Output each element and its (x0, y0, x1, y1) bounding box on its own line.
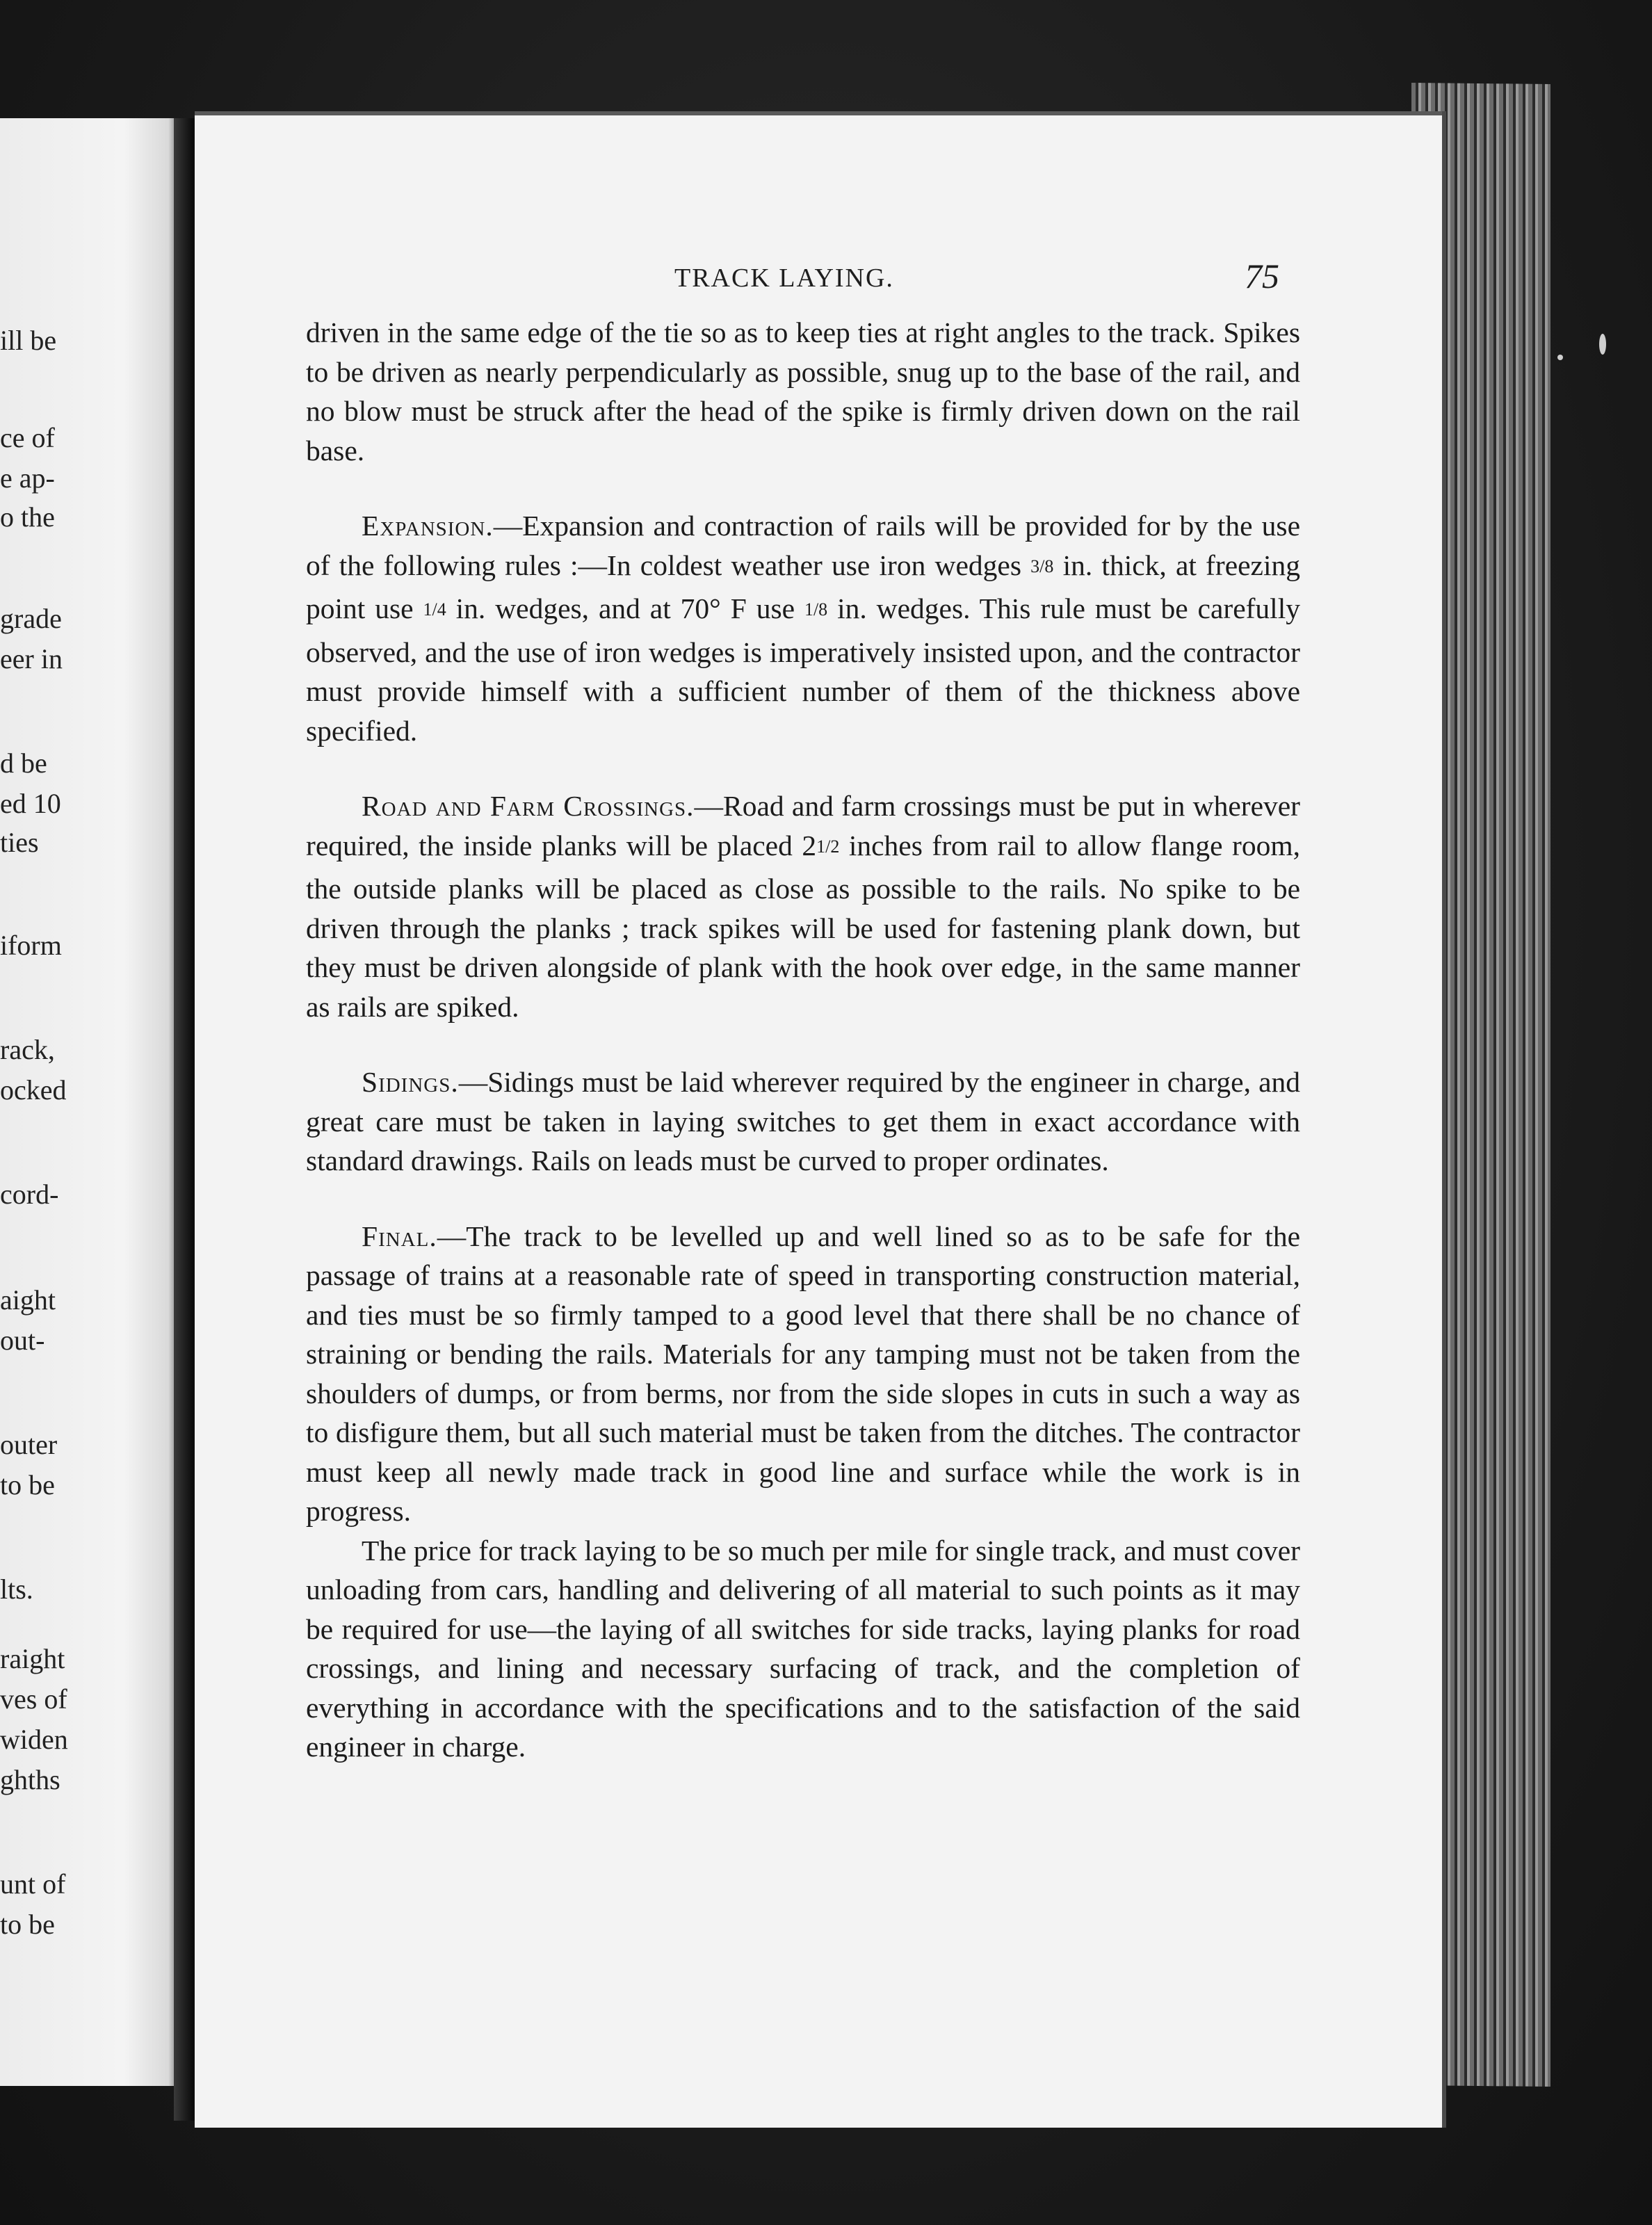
paragraph-continuation (306, 313, 1300, 470)
fraction: 3/8 (1030, 556, 1054, 576)
left-fragment: ill be (0, 325, 57, 356)
paragraph-text: —Road and farm crossings must be put in wherever required, the inside planks will be placed 2 (306, 790, 1301, 861)
section-heading: Expansion. (362, 510, 494, 542)
scan-speck (1557, 355, 1563, 360)
left-fragment: out- (0, 1325, 45, 1356)
facing-page-left (0, 118, 177, 2086)
left-fragment: iform (0, 930, 62, 961)
left-fragment: cord- (0, 1179, 59, 1210)
left-fragment: rack, (0, 1034, 55, 1065)
left-fragment: ed 10 (0, 788, 61, 819)
book-page (195, 111, 1446, 2128)
left-fragment: eer in (0, 643, 63, 674)
section-heading: Road and Farm Crossings. (362, 790, 695, 822)
paragraph-text: in. thick, at freezing point use (306, 549, 1300, 624)
left-fragment: ocked (0, 1074, 67, 1106)
paragraph-final (306, 1217, 1300, 1531)
left-fragment: grade (0, 603, 62, 634)
page-number: 75 (1245, 257, 1279, 296)
left-fragment: unt of (0, 1868, 66, 1900)
left-fragment: ties (0, 827, 39, 858)
left-fragment: widen (0, 1724, 68, 1755)
paragraph-text: The price for track laying to be so much per mile for single track, and must cover unloading from cars, handling and delivering of all material to such points as it may be required for use—the laying of all switches for side tracks, laying planks for road crossings, and lining and necessary surfacing of track, and the completion of everything in accordance with the specifications and to the satisfaction of the said engineer in charge. (306, 1534, 1300, 1763)
paragraph-sidings (306, 1062, 1300, 1181)
paragraph-expansion (306, 506, 1300, 750)
running-head (195, 257, 1446, 305)
left-fragment: o the (0, 501, 55, 533)
left-fragment: raight (0, 1643, 65, 1674)
paragraph-text: —Expansion and contraction of rails will be provided for by the use of the following rules :—In coldest weather use iron wedges (306, 510, 1300, 581)
paragraph-text: —Sidings must be laid wherever required by the engineer in charge, and great care must be taken in laying switches to get them in exact accordance with standard drawings. Rails on leads must be curved to proper ordinates. (306, 1066, 1300, 1176)
running-head-title: TRACK LAYING. (674, 264, 894, 293)
left-fragment: d be (0, 747, 47, 779)
left-fragment: to be (0, 1469, 55, 1500)
paragraph-text: inches from rail to allow flange room, the outside planks will be placed as close as possible to the rails. No spike to be driven through the planks ; track spikes will be used for fastening plank down, but they must be driven alongside of plank with the hook over edge, in the same manner as rails are spiked. (306, 829, 1300, 1023)
paragraph-text: —The track to be levelled up and well lined so as to be safe for the passage of trains at a reasonable rate of speed in transporting construction material, and ties must be so firmly tamped to a good level that there shall be no chance of straining or bending the rails. Materials for any tamping must not be taken from the shoulders of dumps, or from berms, nor from the side slopes in cuts in such a way as to disfigure them, but all such material must be taken from the ditches. The contractor must keep all newly made track in good line and surface while the work is in progress. (306, 1220, 1300, 1527)
paragraph-text: in. wedges. This rule must be carefully observed, and the use of iron wedges is imperatively insisted upon, and the contractor must provide himself with a sufficient number of them of the thickness above specified. (306, 592, 1300, 747)
left-fragment: ce of (0, 422, 55, 453)
section-heading: Final. (362, 1220, 437, 1252)
fraction: 1/8 (804, 599, 828, 620)
fraction: 1/2 (816, 836, 840, 857)
paragraph-price (306, 1531, 1300, 1767)
left-fragment: aight (0, 1284, 56, 1316)
paragraph-text: driven in the same edge of the tie so as to keep ties at right angles to the track. Spikes to be driven as nearly perpendicularly as possible, snug up to the base of the rail, and no blow must be struck after the head of the spike is firmly driven down on the rail base. (306, 316, 1300, 467)
scan-speck (1599, 334, 1606, 355)
left-fragment: ves of (0, 1683, 67, 1715)
left-fragment: e ap- (0, 462, 55, 494)
left-fragment: outer (0, 1429, 58, 1460)
left-fragment: ghths (0, 1764, 60, 1795)
fraction: 1/4 (423, 599, 446, 620)
body-text (306, 313, 1300, 1767)
left-fragment: to be (0, 1909, 55, 1940)
section-heading: Sidings. (362, 1066, 459, 1098)
left-fragment: lts. (0, 1573, 33, 1605)
paragraph-text: in. wedges, and at 70° F use (446, 592, 804, 624)
paragraph-road-crossings (306, 786, 1300, 1026)
